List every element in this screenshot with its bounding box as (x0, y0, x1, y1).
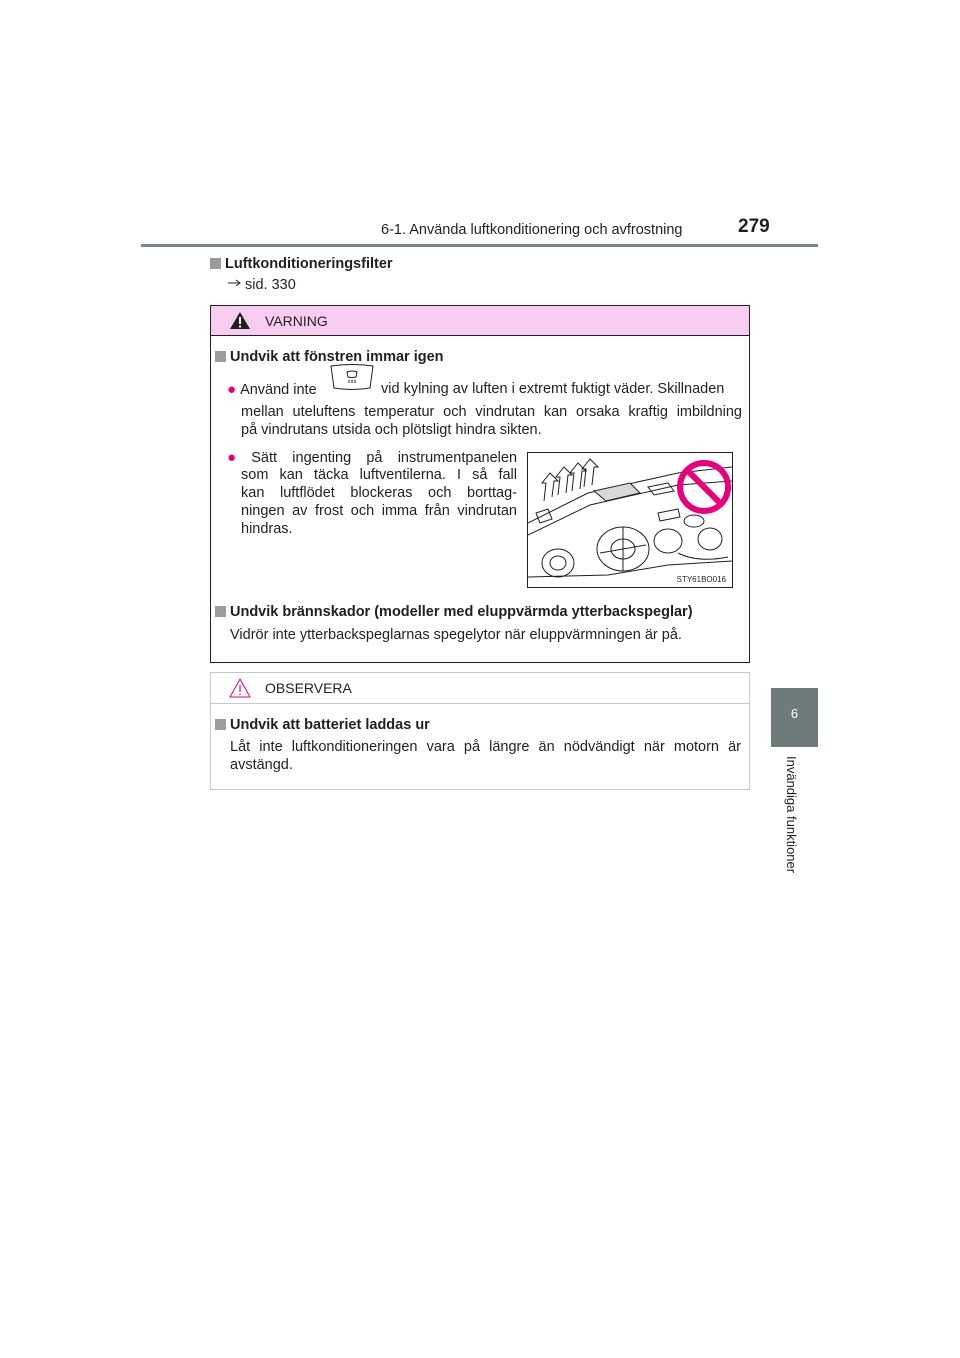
warning-item-text: Vidrör inte ytterbackspeglarnas spegelytor när eluppvärmningen är på. (230, 627, 682, 643)
chapter-tab-label: Invändiga funktioner (784, 756, 799, 874)
header-title: 6-1. Använda luftkonditionering och avfrostning (381, 222, 683, 238)
warning-header (211, 306, 749, 336)
section-heading (210, 256, 393, 272)
notice-header (211, 673, 749, 704)
arrow-right-icon (228, 279, 242, 287)
page-number: 279 (738, 216, 770, 237)
bullet-text-line: ningen av frost och imma från vindrutan (241, 503, 517, 519)
header-rule (141, 244, 818, 247)
bullet-dot-icon: ● (227, 449, 248, 466)
notice-text-line: avstängd. (230, 757, 293, 773)
section-square-icon (215, 719, 226, 730)
bullet-text-line (227, 380, 317, 400)
section-reference-text: sid. 330 (245, 277, 296, 293)
image-code: STY61BO016 (676, 575, 726, 584)
section-square-icon (215, 351, 226, 362)
notice-item-heading (215, 716, 430, 735)
dashboard-vents-drawing (528, 453, 732, 587)
bullet-text-line: hindras. (241, 521, 293, 537)
warning-label: VARNING (265, 313, 328, 329)
defrost-button-icon (328, 364, 376, 391)
bullet-text-part: Använd inte (240, 382, 317, 398)
bullet-text-line: som kan täcka luftventilerna. I så fall (241, 467, 517, 483)
bullet-dot-icon: ● (227, 381, 237, 398)
section-square-icon (215, 606, 226, 617)
warning-item-heading-text: Undvik att fönstren immar igen (230, 349, 444, 365)
section-reference[interactable] (228, 277, 296, 293)
notice-item-heading-text: Undvik att batteriet laddas ur (230, 717, 430, 733)
bullet-text-line (227, 448, 517, 468)
warning-item-heading-burns (215, 603, 693, 622)
chapter-tab-number: 6 (790, 706, 799, 721)
warning-box (210, 305, 750, 663)
bullet-text-line: mellan uteluftens temperatur och vindrutan kan orsaka kraftig imbildning (241, 404, 742, 420)
section-square-icon (210, 258, 221, 269)
dashboard-illustration (527, 452, 733, 588)
bullet-text-line: på vindrutans utsida och plötsligt hindra sikten. (241, 422, 542, 438)
warning-item-heading-text: Undvik brännskador (modeller med eluppvärmda ytterbackspeglar) (230, 604, 693, 620)
warning-icon (229, 311, 251, 330)
section-heading-text: Luftkonditioneringsfilter (225, 256, 393, 272)
bullet-text-line: vid kylning av luften i extremt fuktigt väder. Skillnaden (381, 381, 725, 397)
caution-outline-icon (229, 678, 251, 698)
bullet-text-part: Sätt ingenting på instrumentpanelen (251, 450, 518, 466)
notice-label: OBSERVERA (265, 680, 352, 696)
bullet-text-line: kan luftflödet blockeras och borttag- (241, 485, 517, 501)
notice-box (210, 672, 750, 790)
notice-text-line: Låt inte luftkonditioneringen vara på längre än nödvändigt när motorn är (230, 739, 741, 755)
